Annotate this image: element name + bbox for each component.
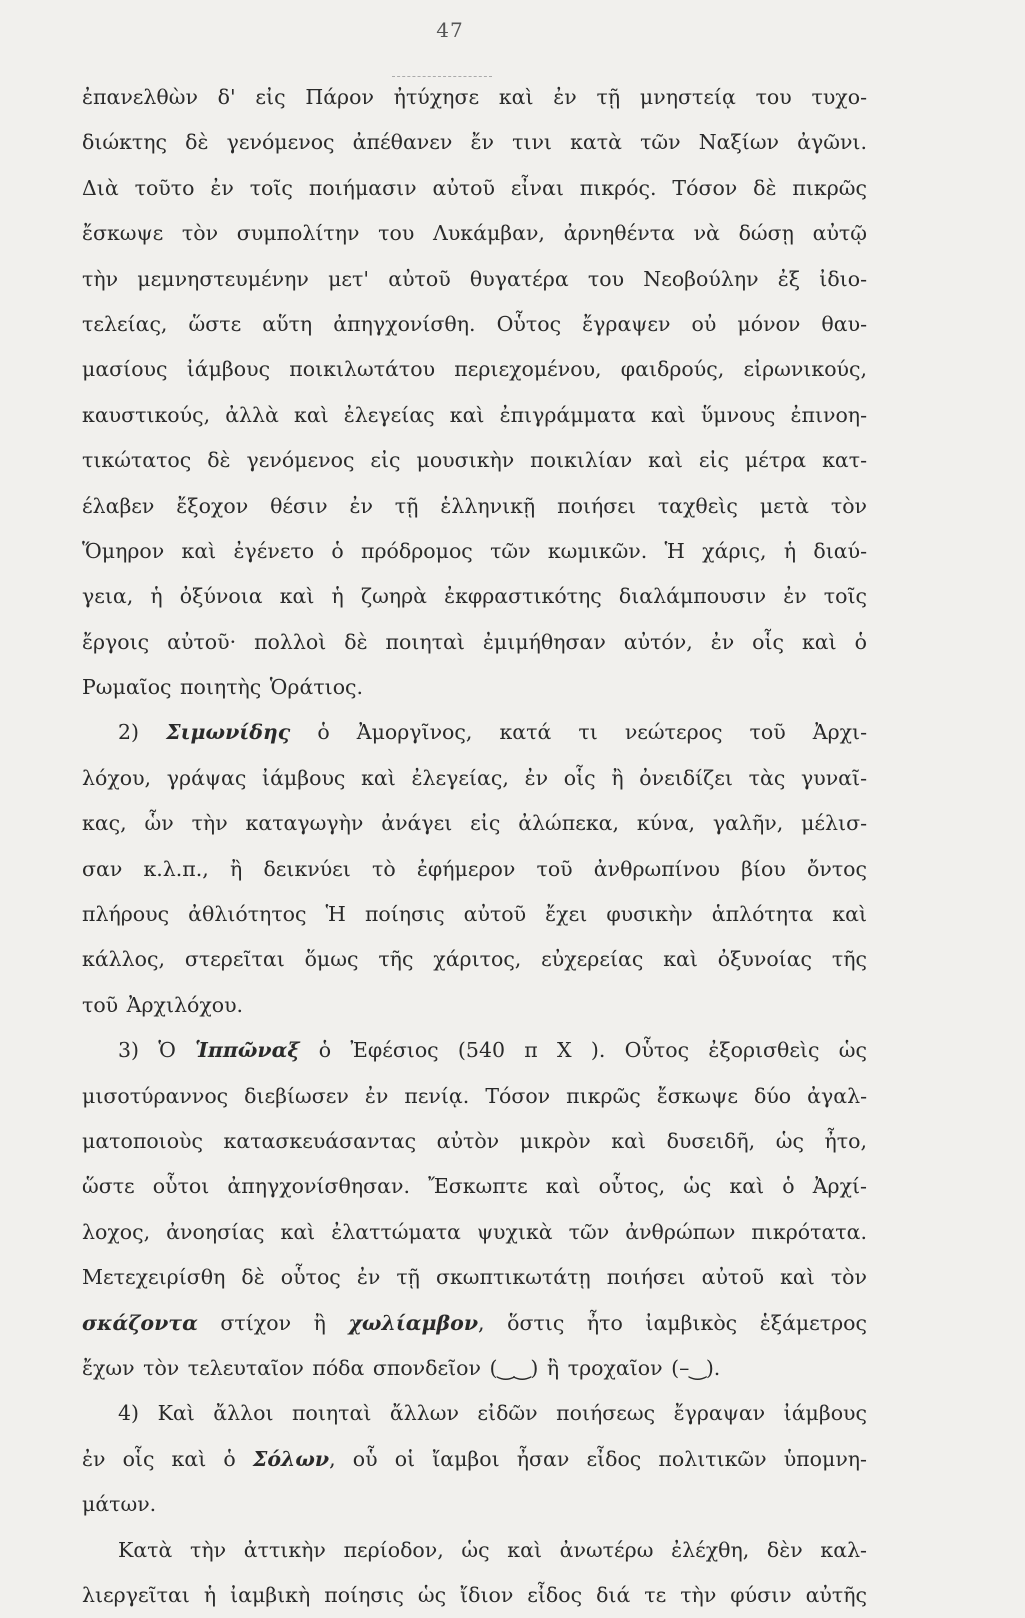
text-line: τοῦ Ἀρχιλόχου. — [82, 992, 244, 1017]
text-line: Μετεχειρίσθη δὲ οὗτος ἐν τῇ σκωπτικωτάτῃ ποιήσει αὐτοῦ καὶ τὸν — [82, 1265, 867, 1290]
text-line: λιεργεῖται ἡ ἰαμβικὴ ποίησις ὡς ἴδιον εἶδος διά τε τὴν φύσιν αὐτῆς — [82, 1582, 867, 1607]
text-line: ἔργοις αὐτοῦ· πολλοὶ δὲ ποιηταὶ ἐμιμήθησαν αὐτόν, ἐν οἷς καὶ ὁ — [82, 629, 867, 654]
text-line: λόχου, γράψας ἰάμβους καὶ ἐλεγείας, ἐν οἷς ἢ ὀνειδίζει τὰς γυναῖ- — [82, 765, 867, 790]
text-line: Ρωμαῖος ποιητὴς Ὁράτιος. — [82, 675, 364, 700]
text-line: Κατὰ τὴν ἀττικὴν περίοδον, ὡς καὶ ἀνωτέρω ἐλέχθη, δὲν καλ- — [118, 1537, 867, 1562]
emphasized-term: σκάζοντα — [82, 1310, 198, 1335]
text-line: 2) Σιμωνίδης ὁ Ἀμοργῖνος, κατά τι νεώτερος τοῦ Ἀρχι- — [118, 720, 868, 745]
text-line: ἐν οἷς καὶ ὁ Σόλων, οὗ οἱ ἴαμβοι ἦσαν εἶδος πολιτικῶν ὑπομνη- — [82, 1446, 867, 1471]
emphasized-name: Ἱππῶναξ — [195, 1038, 300, 1063]
text-line: διώκτης δὲ γενόμενος ἀπέθανεν ἔν τινι κατὰ τῶν Ναξίων ἀγῶνι. — [82, 130, 867, 155]
body-text — [82, 75, 867, 1618]
text-line: 4) Καὶ ἄλλοι ποιηταὶ ἄλλων εἰδῶν ποιήσεως ἔγραψαν ἰάμβους — [118, 1401, 867, 1426]
text-line: λοχος, ἀνοησίας καὶ ἐλαττώματα ψυχικὰ τῶν ἀνθρώπων πικρότατα. — [82, 1219, 867, 1244]
text-line: ματοποιοὺς κατασκευάσαντας αὐτὸν μικρὸν καὶ δυσειδῆ, ὡς ἦτο, — [82, 1128, 867, 1153]
text-line: ἐπανελθὼν δ' εἰς Πάρον ἠτύχησε καὶ ἐν τῇ μνηστείᾳ του τυχο- — [82, 85, 867, 109]
text-line: πλήρους ἀθλιότητος Ἡ ποίησις αὐτοῦ ἔχει φυσικὴν ἁπλότητα καὶ — [82, 902, 867, 927]
text-line: τικώτατος δὲ γενόμενος εἰς μουσικὴν ποικιλίαν καὶ εἰς μέτρα κατ- — [82, 448, 867, 473]
text-line: μάτων. — [82, 1492, 157, 1517]
text-line: Ὅμηρον καὶ ἐγένετο ὁ πρόδρομος τῶν κωμικῶν. Ἡ χάρις, ἡ διαύ- — [82, 538, 867, 563]
emphasized-name: Σιμωνίδης — [166, 720, 291, 745]
emphasized-term: χωλίαμβον — [348, 1310, 479, 1335]
text-line: μισοτύραννος διεβίωσεν ἐν πενίᾳ. Τόσον πικρῶς ἔσκωψε δύο ἀγαλ- — [82, 1083, 867, 1108]
text-line: έλαβεν ἔξοχον θέσιν ἐν τῇ ἑλληνικῇ ποιήσει ταχθεὶς μετὰ τὸν — [82, 493, 867, 518]
text-line: σαν κ.λ.π., ἢ δεικνύει τὸ ἐφήμερον τοῦ ἀνθρωπίνου βίου ὄντος — [82, 856, 867, 881]
text-line: 3) Ὁ Ἱππῶναξ ὁ Ἐφέσιος (540 π Χ ). Οὗτος ἐξορισθεὶς ὡς — [118, 1038, 867, 1063]
text-line: σκάζοντα στίχον ἢ χωλίαμβον, ὅστις ἦτο ἰαμβικὸς ἑξάμετρος — [82, 1310, 867, 1335]
text-line: ὥστε οὗτοι ἀπηγχονίσθησαν. Ἔσκωπτε καὶ οὗτος, ὡς καὶ ὁ Ἀρχί- — [82, 1174, 867, 1199]
text-line: ἔχων τὸν τελευταῖον πόδα σπονδεῖον (‿‿) ἢ τροχαῖον (–‿). — [82, 1355, 721, 1380]
text-line: τελείας, ὥστε αὕτη ἀπηγχονίσθη. Οὗτος ἔγραψεν οὐ μόνον θαυ- — [82, 311, 867, 336]
page-number: 47 — [436, 18, 464, 42]
text-line: ἔσκωψε τὸν συμπολίτην του Λυκάμβαν, ἀρνηθέντα νὰ δώσῃ αὐτῷ — [82, 221, 867, 246]
text-line: τὴν μεμνηστευμένην μετ' αὐτοῦ θυγατέρα του Νεοβούλην ἐξ ἰδιο- — [82, 266, 867, 291]
text-line: Διὰ τοῦτο ἐν τοῖς ποιήμασιν αὐτοῦ εἶναι πικρός. Τόσον δὲ πικρῶς — [82, 175, 867, 200]
text-line: μασίους ἰάμβους ποικιλωτάτου περιεχομένου, φαιδρούς, εἰρωνικούς, — [82, 357, 867, 382]
text-line: κάλλος, στερεῖται ὅμως τῆς χάριτος, εὐχερείας καὶ ὀξυνοίας τῆς — [82, 947, 867, 972]
emphasized-name: Σόλων — [252, 1446, 330, 1471]
text-line: κας, ὧν τὴν καταγωγὴν ἀνάγει εἰς ἀλώπεκα, κύνα, γαλῆν, μέλισ- — [82, 811, 867, 836]
text-line: γεια, ἡ ὀξύνοια καὶ ἡ ζωηρὰ ἐκφραστικότης διαλάμπουσιν ἐν τοῖς — [82, 584, 867, 609]
text-line: καυστικούς, ἀλλὰ καὶ ἐλεγείας καὶ ἐπιγράμματα καὶ ὕμνους ἐπινοη- — [82, 402, 867, 427]
